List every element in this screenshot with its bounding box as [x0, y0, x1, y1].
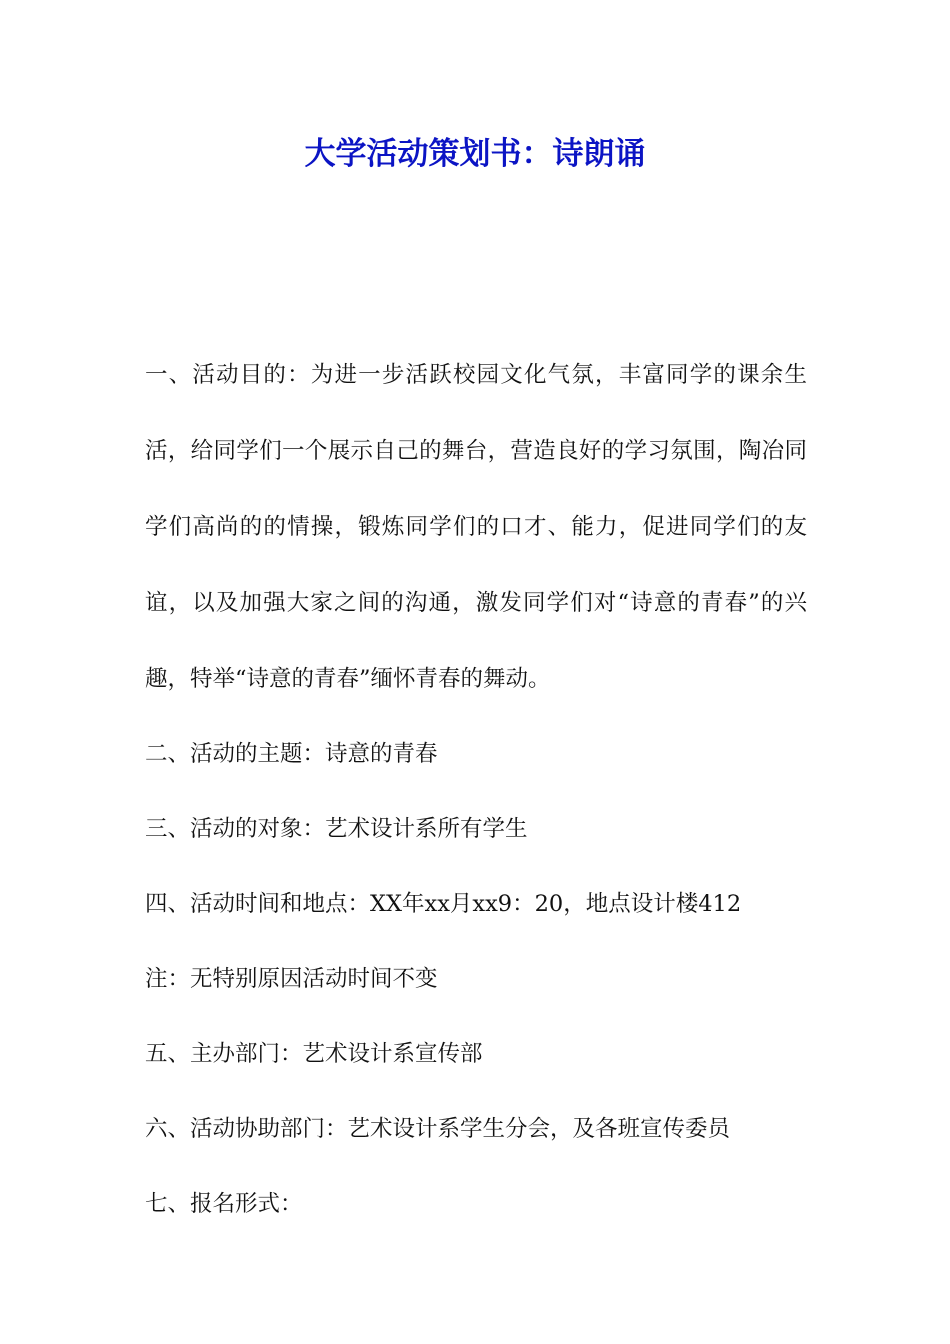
document-body — [145, 337, 807, 1242]
audience-line: 三、活动的对象：艺术设计系所有学生 — [145, 816, 528, 842]
document-title: 大学活动策划书：诗朗诵 — [304, 136, 646, 172]
time-location-line: 四、活动时间和地点：XX年xx月xx9：20，地点设计楼412 — [145, 891, 742, 917]
registration-line: 七、报名形式： — [145, 1191, 303, 1217]
purpose-paragraph: 一、活动目的：为进一步活跃校园文化气氛，丰富同学的课余生活，给同学们一个展示自己的舞台，营造良好的学习氛围，陶冶同学们高尚的的情操，锻炼同学们的口才、能力，促进同学们的友谊，以及加强大家之间的沟通，激发同学们对“诗意的青春”的兴趣，特举“诗意的青春”缅怀青春的舞动。 — [145, 362, 807, 692]
theme-line: 二、活动的主题：诗意的青春 — [145, 741, 438, 767]
organizer-line: 五、主办部门：艺术设计系宣传部 — [145, 1041, 483, 1067]
note-line: 注：无特别原因活动时间不变 — [145, 966, 438, 992]
co-organizer-line: 六、活动协助部门：艺术设计系学生分会，及各班宣传委员 — [145, 1116, 731, 1142]
